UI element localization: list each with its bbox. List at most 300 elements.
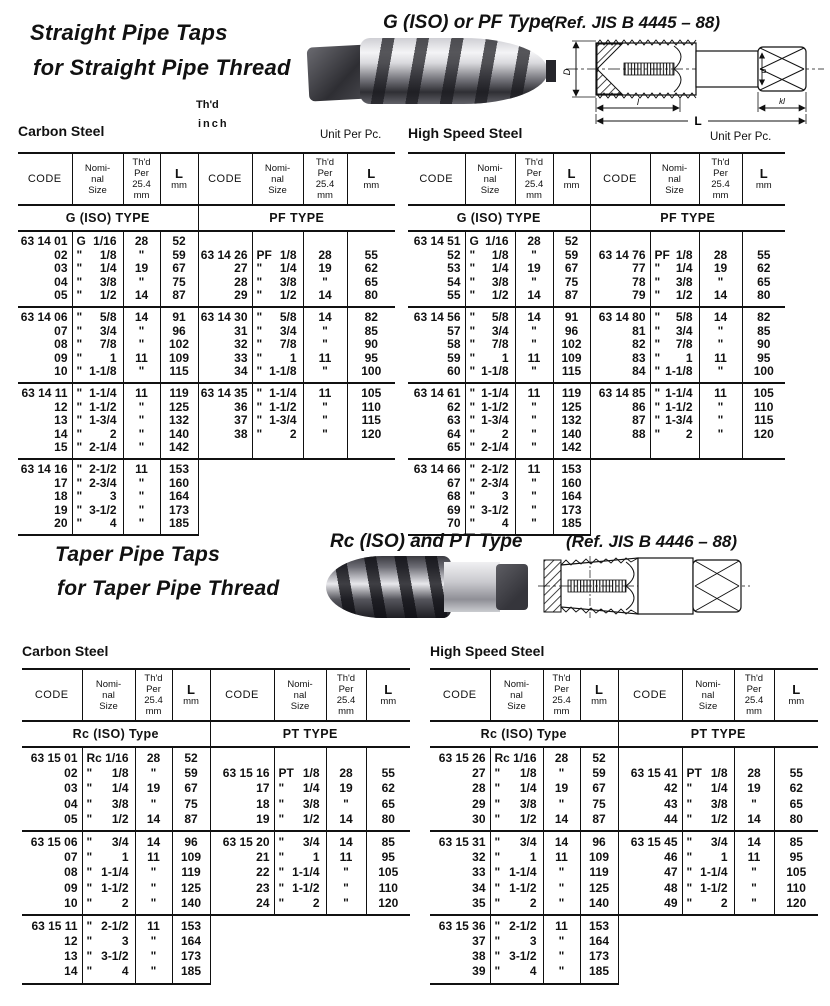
length-value: 85 xyxy=(381,834,395,849)
size-prefix: " xyxy=(494,918,501,933)
header-cell-code xyxy=(18,153,72,205)
length-value: 120 xyxy=(786,895,807,910)
thd-value: " xyxy=(138,337,145,352)
thd-value: " xyxy=(751,796,757,811)
thd-value xyxy=(327,751,366,766)
nominal-size-value xyxy=(466,249,515,263)
header-line: Size xyxy=(88,184,107,196)
size-fraction: 5/8 xyxy=(491,309,509,324)
nominal-size-value xyxy=(253,235,303,249)
size-fraction: 1 xyxy=(312,850,320,865)
size-fraction: 3/8 xyxy=(99,274,117,289)
header-line: Th'd xyxy=(711,157,730,168)
straight-hss-label: High Speed Steel xyxy=(408,125,523,141)
length-value: 67 xyxy=(184,781,198,796)
size-prefix: " xyxy=(686,850,693,865)
size-fraction: 3-1/2 xyxy=(481,502,509,517)
length-value: 119 xyxy=(561,385,582,400)
length-value: 75 xyxy=(172,274,186,289)
size-fraction: 2 xyxy=(109,426,117,441)
thd-value: " xyxy=(343,895,349,910)
length-value: 142 xyxy=(168,440,190,455)
size-prefix: " xyxy=(76,399,83,414)
straight-title-line2: for Straight Pipe Thread xyxy=(33,55,291,80)
length-value: 87 xyxy=(592,811,606,826)
empty-region xyxy=(210,915,410,984)
taper-tap-photo xyxy=(326,554,528,620)
length-value: 62 xyxy=(381,781,395,796)
size-prefix: " xyxy=(76,385,83,400)
size-fraction: 1/16 xyxy=(105,751,129,765)
size-prefix: PF xyxy=(654,247,670,262)
header-cell-thd xyxy=(734,669,774,721)
thd-value: " xyxy=(138,323,145,338)
length-value: 185 xyxy=(180,964,202,979)
size-prefix: " xyxy=(86,880,93,895)
thd-value: " xyxy=(343,880,349,895)
code-cell xyxy=(590,231,650,307)
taper-title-line2: for Taper Pipe Thread xyxy=(57,577,280,600)
thd-per-25-4-cell xyxy=(135,831,172,915)
l-mm-cell xyxy=(160,231,198,307)
thd-value: " xyxy=(322,323,328,338)
code-value: 83 xyxy=(632,350,646,365)
thd-value: " xyxy=(531,502,537,517)
length-value: 173 xyxy=(180,949,202,964)
length-value: 95 xyxy=(381,850,395,865)
thd-per-25-4-cell xyxy=(734,747,774,831)
length-value: 65 xyxy=(364,274,378,289)
length-value: 105 xyxy=(786,865,807,880)
header-cell-lmm xyxy=(774,669,818,721)
code-value: 64 xyxy=(447,426,461,441)
code-value: 09 xyxy=(54,350,68,365)
thd-per-25-4-cell xyxy=(123,383,160,459)
header-line: Per xyxy=(554,684,569,695)
l-mm-cell xyxy=(580,831,618,915)
thd-value: " xyxy=(751,865,757,880)
nominal-size-value xyxy=(73,414,123,428)
thd-value xyxy=(700,235,742,249)
nominal-size-value xyxy=(466,504,515,518)
code-cell xyxy=(18,307,72,383)
taper-hss-label: High Speed Steel xyxy=(430,643,545,659)
header-cell-thd xyxy=(303,153,347,205)
thd-value: " xyxy=(531,516,537,531)
length-value: 119 xyxy=(169,385,189,400)
nominal-size-value xyxy=(83,850,135,865)
length-value: 65 xyxy=(789,796,803,811)
size-fraction: 2 xyxy=(501,426,509,441)
size-fraction: 1/8 xyxy=(279,247,297,262)
size-prefix: " xyxy=(86,796,93,811)
length-value: 96 xyxy=(184,834,198,849)
size-prefix: " xyxy=(494,895,501,910)
thd-value: " xyxy=(150,865,157,880)
header-cell-lmm xyxy=(580,669,618,721)
nominal-size-value xyxy=(491,949,543,964)
thd-value: " xyxy=(138,364,145,379)
size-fraction: 2 xyxy=(121,895,129,910)
header-line: mm xyxy=(380,696,397,707)
code-value: 28 xyxy=(472,781,486,796)
size-fraction: 3-1/2 xyxy=(89,502,117,517)
nominal-size-value xyxy=(253,428,303,442)
length-value: 115 xyxy=(754,413,774,428)
nominal-size-value xyxy=(466,262,515,276)
size-prefix: " xyxy=(76,440,83,455)
size-prefix: PT xyxy=(278,766,294,781)
size-prefix: " xyxy=(494,781,501,796)
header-line: nal xyxy=(701,689,715,701)
code-cell xyxy=(408,383,465,459)
thd-value: " xyxy=(150,796,157,811)
size-fraction: 3/8 xyxy=(111,796,129,811)
thd-value: " xyxy=(322,426,328,441)
thd-value: " xyxy=(531,337,537,352)
table-band-row xyxy=(430,747,818,831)
thd-per-25-4-cell xyxy=(123,459,160,535)
size-fraction: 1/8 xyxy=(99,247,117,262)
code-value: 42 xyxy=(664,781,678,796)
size-prefix: " xyxy=(76,426,83,441)
header-line: Nomi- xyxy=(661,162,688,174)
nominal-size-value xyxy=(83,865,135,880)
thd-value: " xyxy=(531,247,537,262)
nominal-size-value xyxy=(253,262,303,276)
nominal-size-value xyxy=(491,812,543,827)
code-value xyxy=(591,235,650,249)
thd-value: " xyxy=(558,880,565,895)
thd-value: " xyxy=(531,426,537,441)
l-mm-cell xyxy=(742,383,785,459)
thd-value: " xyxy=(138,475,145,490)
thd-per-25-4-cell xyxy=(699,307,742,383)
size-prefix: G xyxy=(469,234,479,248)
size-prefix: " xyxy=(686,865,693,880)
thd-value: " xyxy=(717,337,724,352)
type-label-right: PT TYPE xyxy=(618,721,818,747)
length-value: 90 xyxy=(757,337,771,352)
thd-per-25-4-cell xyxy=(515,383,553,459)
header-cell-code xyxy=(22,669,82,721)
length-value: 67 xyxy=(172,261,186,276)
nominal-size-value xyxy=(83,949,135,964)
thd-value: 28 xyxy=(146,751,161,765)
size-prefix: " xyxy=(76,502,83,517)
thd-value: " xyxy=(531,475,537,490)
header-cell-code xyxy=(210,669,274,721)
size-fraction: 2-3/4 xyxy=(89,475,117,490)
code-value: 81 xyxy=(632,323,646,338)
size-prefix: " xyxy=(654,323,661,338)
l-mm-cell xyxy=(580,747,618,831)
code-cell xyxy=(210,831,274,915)
size-prefix: " xyxy=(76,516,83,531)
code-value: 87 xyxy=(632,413,646,428)
size-prefix: " xyxy=(686,880,693,895)
length-value: 95 xyxy=(789,850,803,865)
size-prefix: " xyxy=(494,880,501,895)
nominal-size-value xyxy=(651,441,699,455)
code-value: 30 xyxy=(472,811,486,826)
thd-per-25-4-cell xyxy=(734,831,774,915)
thd-value: 14 xyxy=(527,288,541,303)
table-band-row xyxy=(18,231,395,307)
code-value: 29 xyxy=(472,796,486,811)
size-prefix: " xyxy=(469,309,476,324)
code-value: 63 xyxy=(447,413,461,428)
nominal-size-value xyxy=(491,934,543,949)
nominal-size-value xyxy=(491,865,543,880)
code-value: 63 15 41 xyxy=(630,766,678,781)
code-value: 63 15 45 xyxy=(630,834,678,849)
length-value: 164 xyxy=(588,934,610,949)
header-line: Per xyxy=(134,168,149,179)
size-prefix: " xyxy=(654,426,661,441)
table-band-row xyxy=(430,831,818,915)
length-value: 52 xyxy=(172,234,186,248)
size-fraction: 1 xyxy=(501,350,509,365)
size-fraction: 1/16 xyxy=(93,234,117,248)
header-cell-nom xyxy=(465,153,515,205)
length-value: 80 xyxy=(364,288,378,303)
type-label-right: PT TYPE xyxy=(210,721,410,747)
length-value: 59 xyxy=(172,247,186,262)
catalog-table xyxy=(430,668,818,985)
code-value: 33 xyxy=(234,350,248,365)
code-value: 18 xyxy=(54,489,68,504)
length-value: 102 xyxy=(561,337,582,352)
header-line: Size xyxy=(480,184,500,196)
size-fraction: 4 xyxy=(501,516,509,531)
type-subheader-row xyxy=(408,205,785,231)
thd-value: 11 xyxy=(147,918,160,933)
header-line: CODE xyxy=(633,688,667,701)
nominal-size-cell xyxy=(465,383,515,459)
code-value xyxy=(211,751,274,766)
size-prefix: " xyxy=(76,247,83,262)
size-prefix: " xyxy=(278,850,285,865)
code-value xyxy=(591,441,650,455)
code-value: 63 14 11 xyxy=(21,385,68,400)
thd-value: " xyxy=(531,323,537,338)
length-value: 67 xyxy=(564,261,579,276)
header-line: Per xyxy=(746,684,762,695)
size-fraction: 1-1/2 xyxy=(89,399,117,414)
length-value: 96 xyxy=(564,323,579,338)
type-label-left: G (ISO) TYPE xyxy=(408,205,590,231)
header-cell-code xyxy=(408,153,465,205)
type-label-left: Rc (ISO) Type xyxy=(430,721,618,747)
size-fraction: 2-3/4 xyxy=(481,475,509,490)
header-line: mm xyxy=(553,706,570,717)
size-prefix: " xyxy=(654,350,661,365)
header-line: Th'd xyxy=(552,673,571,684)
nominal-size-value xyxy=(683,766,734,781)
table-band-row xyxy=(18,383,395,459)
code-value: 39 xyxy=(472,964,486,979)
thd-value: 14 xyxy=(527,309,541,324)
thd-per-25-4-cell xyxy=(123,231,160,307)
size-prefix: " xyxy=(76,489,83,504)
thd-value: " xyxy=(343,865,349,880)
size-fraction: 1-1/2 xyxy=(481,399,509,414)
code-value: 04 xyxy=(64,796,78,811)
size-fraction: 1-1/2 xyxy=(700,880,728,895)
length-value: 62 xyxy=(364,261,378,276)
code-value: 62 xyxy=(447,399,461,414)
code-value: 63 14 30 xyxy=(200,309,248,324)
code-cell xyxy=(198,307,252,383)
size-prefix: " xyxy=(86,834,93,849)
length-value: 110 xyxy=(786,880,806,895)
thd-unit-note-inch: inch xyxy=(198,118,229,130)
nominal-size-value xyxy=(466,490,515,504)
nominal-size-value xyxy=(73,463,123,477)
header-line: nal xyxy=(483,173,497,185)
thd-per-25-4-cell xyxy=(543,747,580,831)
header-line: mm xyxy=(317,190,333,201)
thd-per-25-4-cell xyxy=(303,307,347,383)
nominal-size-value xyxy=(491,766,543,781)
l-mm-cell xyxy=(366,831,410,915)
l-mm-cell xyxy=(742,307,785,383)
table-band-row xyxy=(18,307,395,383)
nominal-size-value xyxy=(73,338,123,352)
code-value xyxy=(619,751,682,766)
type-label-right: PF TYPE xyxy=(590,205,785,231)
size-fraction: 4 xyxy=(109,516,117,531)
length-value: 52 xyxy=(564,234,579,248)
code-cell xyxy=(18,459,72,535)
nominal-size-cell xyxy=(82,747,135,831)
size-prefix: " xyxy=(256,309,263,324)
thd-per-25-4-cell xyxy=(303,383,347,459)
code-value: 17 xyxy=(256,781,270,796)
code-value: 17 xyxy=(54,475,68,490)
header-cell-nom xyxy=(72,153,123,205)
code-value: 31 xyxy=(234,323,248,338)
code-value: 63 14 35 xyxy=(200,385,248,400)
size-fraction: 3/8 xyxy=(710,796,728,811)
code-value: 20 xyxy=(54,516,68,531)
size-prefix: " xyxy=(469,337,476,352)
size-fraction: 1-1/4 xyxy=(292,865,320,880)
nominal-size-cell xyxy=(274,747,326,831)
header-line: Th'd xyxy=(336,673,356,684)
length-value: 87 xyxy=(172,288,186,303)
size-fraction: 1/4 xyxy=(710,781,728,796)
table-taper-hss xyxy=(430,668,818,985)
code-cell xyxy=(198,383,252,459)
length-value: 120 xyxy=(361,426,382,441)
size-prefix: " xyxy=(76,413,83,428)
size-fraction: 3/8 xyxy=(675,274,693,289)
length-value: 90 xyxy=(364,337,378,352)
size-fraction: 1/2 xyxy=(279,288,297,303)
thd-value: 11 xyxy=(747,850,761,865)
size-prefix: " xyxy=(76,461,83,476)
code-value: 60 xyxy=(447,364,461,379)
size-fraction: 1-3/4 xyxy=(269,413,297,428)
size-fraction: 7/8 xyxy=(99,337,117,352)
length-value: 160 xyxy=(561,475,582,490)
code-value: 08 xyxy=(64,865,78,880)
thd-value: 11 xyxy=(555,918,568,933)
code-value: 29 xyxy=(234,288,248,303)
type-label-left: G (ISO) TYPE xyxy=(18,205,198,231)
header-cell-code xyxy=(198,153,252,205)
length-value: 115 xyxy=(169,364,189,379)
size-fraction: 5/8 xyxy=(279,309,297,324)
size-prefix: " xyxy=(494,834,501,849)
size-prefix: " xyxy=(494,865,501,880)
l-mm-cell xyxy=(774,831,818,915)
header-line: 25.4 xyxy=(315,179,335,190)
header-line: Per xyxy=(317,168,333,179)
thd-value: " xyxy=(322,364,328,379)
length-value xyxy=(348,441,396,455)
length-value: 115 xyxy=(561,364,582,379)
size-prefix: " xyxy=(469,364,476,379)
size-prefix: " xyxy=(76,475,83,490)
size-prefix: " xyxy=(469,385,476,400)
thd-value: 11 xyxy=(135,385,148,400)
size-fraction: 1/16 xyxy=(485,234,509,248)
size-prefix: " xyxy=(256,288,263,303)
size-prefix: " xyxy=(494,811,501,826)
length-value: 80 xyxy=(381,811,395,826)
straight-type-label: G (ISO) or PF Type xyxy=(383,12,552,33)
nominal-size-value xyxy=(651,311,699,325)
code-value: 09 xyxy=(64,880,78,895)
nominal-size-value xyxy=(466,387,515,401)
size-fraction: 1-1/4 xyxy=(89,385,117,400)
size-prefix: " xyxy=(76,364,83,379)
tap-shank-image xyxy=(444,562,500,612)
size-fraction: 2-1/2 xyxy=(481,461,509,476)
code-cell xyxy=(590,307,650,383)
length-value xyxy=(743,235,786,249)
code-value: 27 xyxy=(234,261,248,276)
size-fraction: 1-3/4 xyxy=(665,413,693,428)
header-line: Th'd xyxy=(144,673,163,684)
nominal-size-cell xyxy=(72,459,123,535)
header-cell-nom xyxy=(650,153,699,205)
nominal-size-value xyxy=(683,850,734,865)
nominal-size-cell xyxy=(82,915,135,984)
thd-value xyxy=(304,235,347,249)
size-fraction: 1/2 xyxy=(491,288,509,303)
thd-value: " xyxy=(322,399,328,414)
thd-value xyxy=(700,441,742,455)
taper-type-label: Rc (ISO) and PT Type xyxy=(330,531,523,552)
thd-value: " xyxy=(150,880,157,895)
unit-per-pc-label-left: Unit Per Pc. xyxy=(320,129,382,141)
nominal-size-value xyxy=(275,865,326,880)
thd-value: 11 xyxy=(318,385,332,400)
length-value: 160 xyxy=(168,475,190,490)
size-fraction: 2-1/2 xyxy=(101,918,129,933)
l-mm-cell xyxy=(742,231,785,307)
length-value: 164 xyxy=(168,489,190,504)
code-value: 07 xyxy=(64,850,78,865)
code-value: 14 xyxy=(64,964,78,979)
thd-value: 11 xyxy=(527,350,541,365)
code-value: 88 xyxy=(632,426,646,441)
size-fraction: 2 xyxy=(289,426,297,441)
